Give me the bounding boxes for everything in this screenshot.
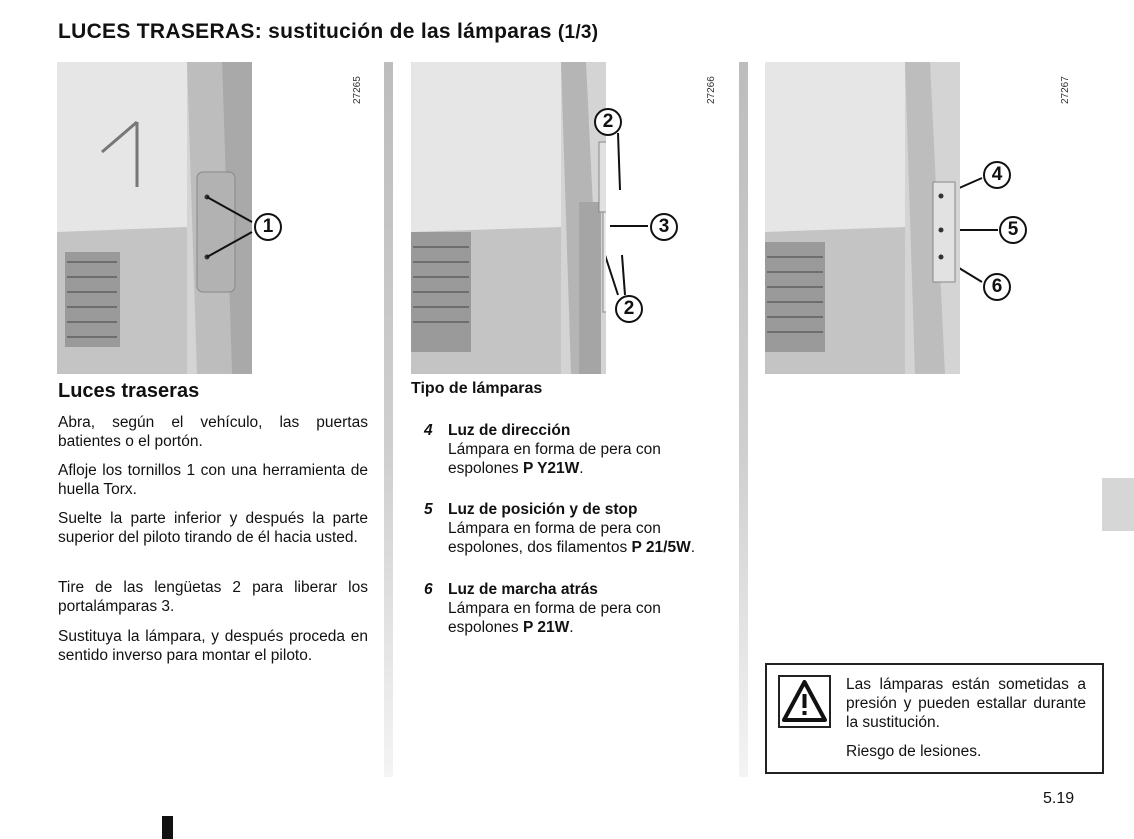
callout-3: 3 bbox=[650, 213, 678, 241]
warning-box bbox=[765, 663, 1104, 774]
callout-2-bottom: 2 bbox=[615, 295, 643, 323]
lamp-number: 5 bbox=[424, 501, 433, 518]
callout-4: 4 bbox=[983, 161, 1011, 189]
lamp-description: Lámpara en forma de pera con espolones P Y21W. bbox=[448, 441, 661, 477]
callout-2-top: 2 bbox=[594, 108, 622, 136]
vehicle-interior-illustration bbox=[57, 62, 252, 374]
title-text: LUCES TRASERAS: sustitución de las lámparas bbox=[58, 20, 552, 43]
lamp-code: P 21/5W bbox=[631, 539, 691, 556]
figure-lamp-holders bbox=[411, 62, 606, 374]
section-heading: Luces traseras bbox=[58, 380, 200, 402]
callout-5: 5 bbox=[999, 216, 1027, 244]
callout-1: 1 bbox=[254, 213, 282, 241]
warning-text: Las lámparas están sometidas a presión y pueden estallar durante la sustitución. bbox=[846, 676, 1086, 731]
light-unit-illustration bbox=[411, 62, 606, 374]
figure-code: 27266 bbox=[706, 76, 717, 104]
figure-rear-light-screws bbox=[57, 62, 252, 374]
lamp-item bbox=[424, 580, 724, 637]
lamp-item bbox=[424, 421, 724, 478]
lamp-name: Luz de posición y de stop bbox=[448, 501, 638, 518]
warning-risk: Riesgo de lesiones. bbox=[846, 743, 982, 760]
figure-code: 27265 bbox=[352, 76, 363, 104]
instruction-paragraph: Suelte la parte inferior y después la parte superior del piloto tirando de él hacia usted. bbox=[58, 510, 368, 546]
page-number: 5.19 bbox=[1043, 790, 1075, 807]
tailgate-illustration bbox=[765, 62, 960, 374]
print-mark bbox=[162, 816, 173, 839]
instruction-paragraph: Tire de las lengüetas 2 para liberar los portalámparas 3. bbox=[58, 579, 368, 615]
instruction-paragraph: Abra, según el vehículo, las puertas batientes o el portón. bbox=[58, 414, 368, 450]
lamp-item bbox=[424, 500, 724, 557]
lamp-types-heading: Tipo de lámparas bbox=[411, 380, 543, 397]
lamp-name: Luz de marcha atrás bbox=[448, 581, 598, 598]
title-part: (1/3) bbox=[557, 22, 599, 43]
callout-6: 6 bbox=[983, 273, 1011, 301]
instruction-paragraph: Afloje los tornillos 1 con una herramienta de huella Torx. bbox=[58, 462, 368, 498]
figure-code: 27267 bbox=[1060, 76, 1071, 104]
warning-triangle-icon bbox=[778, 675, 831, 728]
lamp-number: 6 bbox=[424, 581, 433, 598]
lamp-code: P Y21W bbox=[522, 460, 580, 477]
lamp-description: Lámpara en forma de pera con espolones P 21W. bbox=[448, 600, 661, 636]
chapter-tab bbox=[1102, 478, 1134, 531]
lamp-code: P 21W bbox=[522, 619, 570, 636]
page-title bbox=[58, 20, 598, 44]
instruction-paragraph: Sustituya la lámpara, y después proceda en sentido inverso para montar el piloto. bbox=[58, 628, 368, 664]
lamp-description: Lámpara en forma de pera con espolones, dos filamentos P 21/5W. bbox=[448, 520, 696, 556]
lamp-name: Luz de dirección bbox=[448, 422, 571, 439]
column-separator bbox=[739, 62, 748, 777]
figure-lamp-positions bbox=[765, 62, 960, 374]
lamp-number: 4 bbox=[424, 422, 433, 439]
column-separator bbox=[384, 62, 393, 777]
